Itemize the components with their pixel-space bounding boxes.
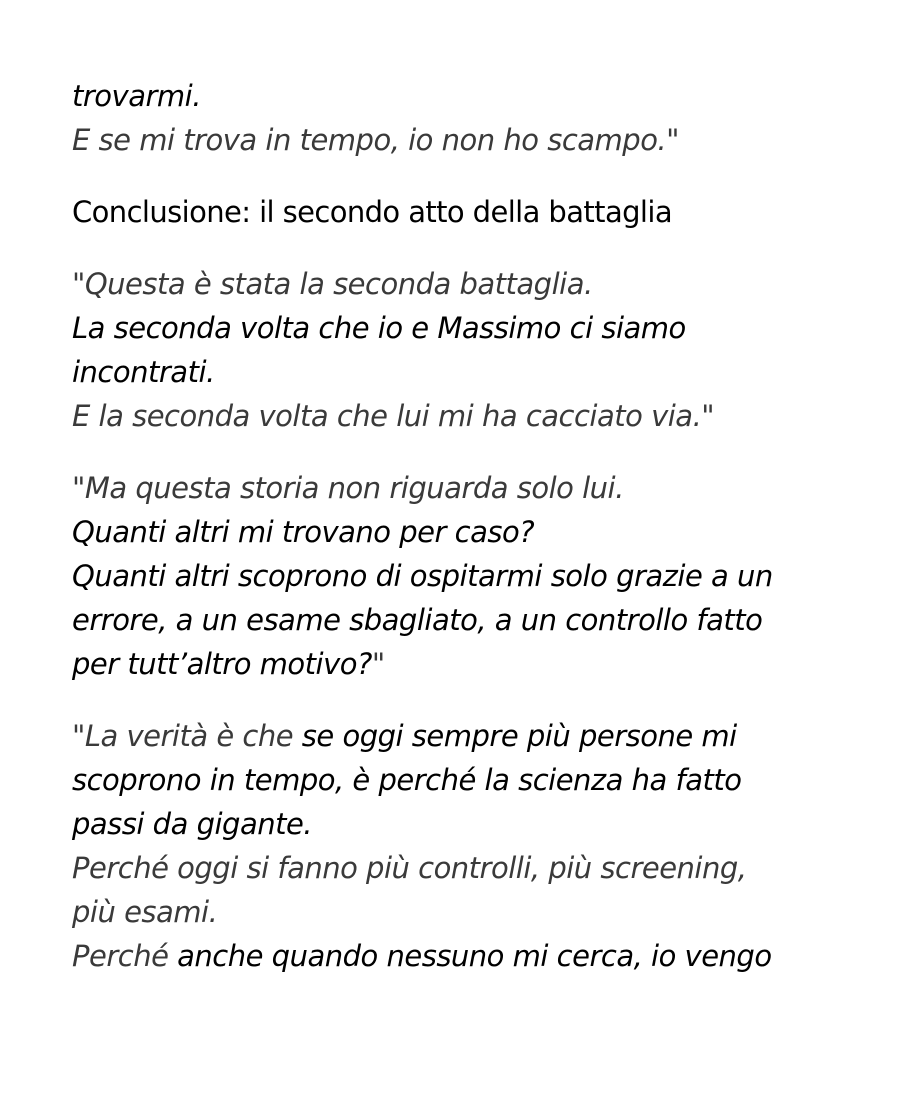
paragraph-2-line-1: "Ma questa storia non riguarda solo lui. — [72, 471, 624, 505]
paragraph-3-line-1 — [72, 714, 862, 758]
spacer — [72, 686, 862, 714]
paragraph-2-line-4: errore, a un esame sbagliato, a un controllo fatto — [72, 603, 763, 637]
paragraph-0-line-1: trovarmi. — [72, 79, 201, 113]
paragraph-2-line-5-quote: " — [371, 647, 385, 681]
spacer — [72, 234, 862, 262]
paragraph-3-line-6-b: anche quando nessuno mi cerca, io vengo — [177, 939, 772, 973]
paragraph-3-line-4: Perché oggi si fanno più controlli, più screening, — [72, 851, 747, 885]
paragraph-3-line-5: più esami. — [72, 895, 218, 929]
section-heading: Conclusione: il secondo atto della battaglia — [72, 195, 673, 229]
paragraph-3-line-1-b: se oggi sempre più persone mi — [301, 719, 737, 753]
paragraph-0-line-2: E se mi trova in tempo, io non ho scampo." — [72, 123, 679, 157]
paragraph-3-line-1-a: "La verità è che — [72, 719, 302, 753]
paragraph-2-line-5 — [72, 642, 862, 686]
paragraph-3-line-3: passi da gigante. — [72, 807, 313, 841]
spacer — [72, 162, 862, 190]
paragraph-2-line-3: Quanti altri scoprono di ospitarmi solo grazie a un — [72, 559, 773, 593]
paragraph-1-line-4: E la seconda volta che lui mi ha cacciato via." — [72, 399, 715, 433]
paragraph-2-line-2: Quanti altri mi trovano per caso? — [72, 515, 535, 549]
paragraph-1-line-3: incontrati. — [72, 355, 215, 389]
document-page — [72, 74, 862, 978]
spacer — [72, 438, 862, 466]
paragraph-2-line-5-text: per tutt’altro motivo? — [72, 647, 372, 681]
paragraph-3-line-2: scoprono in tempo, è perché la scienza ha fatto — [72, 763, 742, 797]
paragraph-1-line-2: La seconda volta che io e Massimo ci siamo — [72, 311, 686, 345]
paragraph-1-line-1: "Questa è stata la seconda battaglia. — [72, 267, 593, 301]
paragraph-3-line-6 — [72, 934, 862, 978]
paragraph-3-line-6-a: Perché — [72, 939, 178, 973]
